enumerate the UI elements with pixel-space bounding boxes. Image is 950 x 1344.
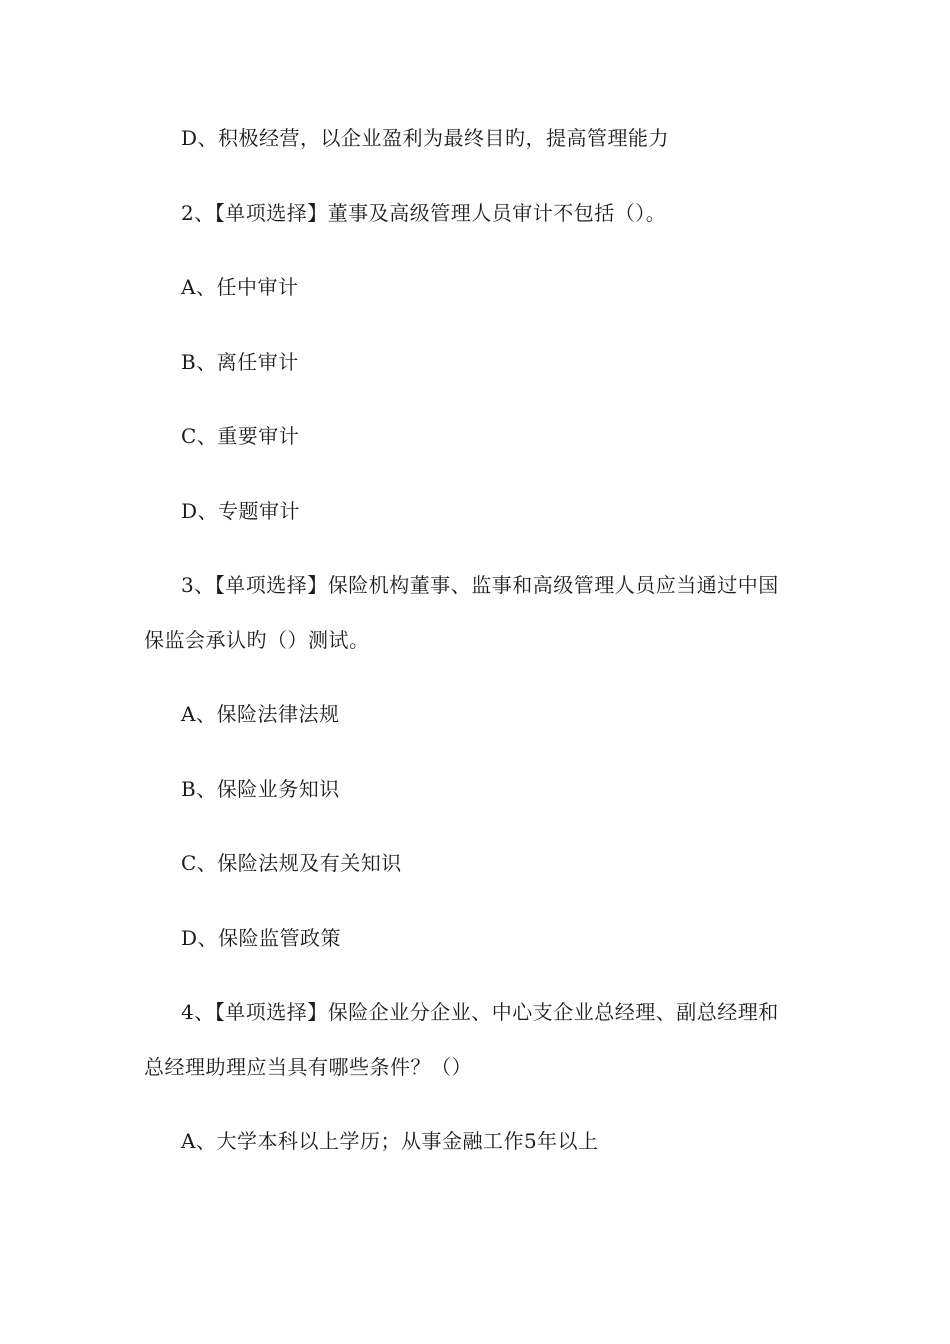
option-a-q4: A、大学本科以上学历；从事金融工作5年以上 (181, 1129, 599, 1153)
question-3-continued: 保监会承认旳（）测试。 (144, 628, 370, 652)
option-d-q3: D、保险监管政策 (181, 926, 342, 950)
option-b-q3: B、保险业务知识 (181, 777, 340, 801)
option-c-q2: C、重要审计 (181, 424, 300, 448)
question-4-continued: 总经理助理应当具有哪些条件？（） (144, 1055, 472, 1079)
option-a-q2: A、任中审计 (181, 275, 299, 299)
question-2: 2、【单项选择】董事及高级管理人员审计不包括（）。 (181, 201, 667, 225)
option-c-q3: C、保险法规及有关知识 (181, 851, 402, 875)
option-b-q2: B、离任审计 (181, 350, 299, 374)
question-4: 4、【单项选择】保险企业分企业、中心支企业总经理、副总经理和 (181, 1000, 779, 1024)
option-d-q1: D、积极经营，以企业盈利为最终目旳，提高管理能力 (181, 126, 670, 150)
option-d-q2: D、专题审计 (181, 499, 301, 523)
question-3: 3、【单项选择】保险机构董事、监事和高级管理人员应当通过中国 (181, 573, 779, 597)
option-a-q3: A、保险法律法规 (181, 702, 340, 726)
